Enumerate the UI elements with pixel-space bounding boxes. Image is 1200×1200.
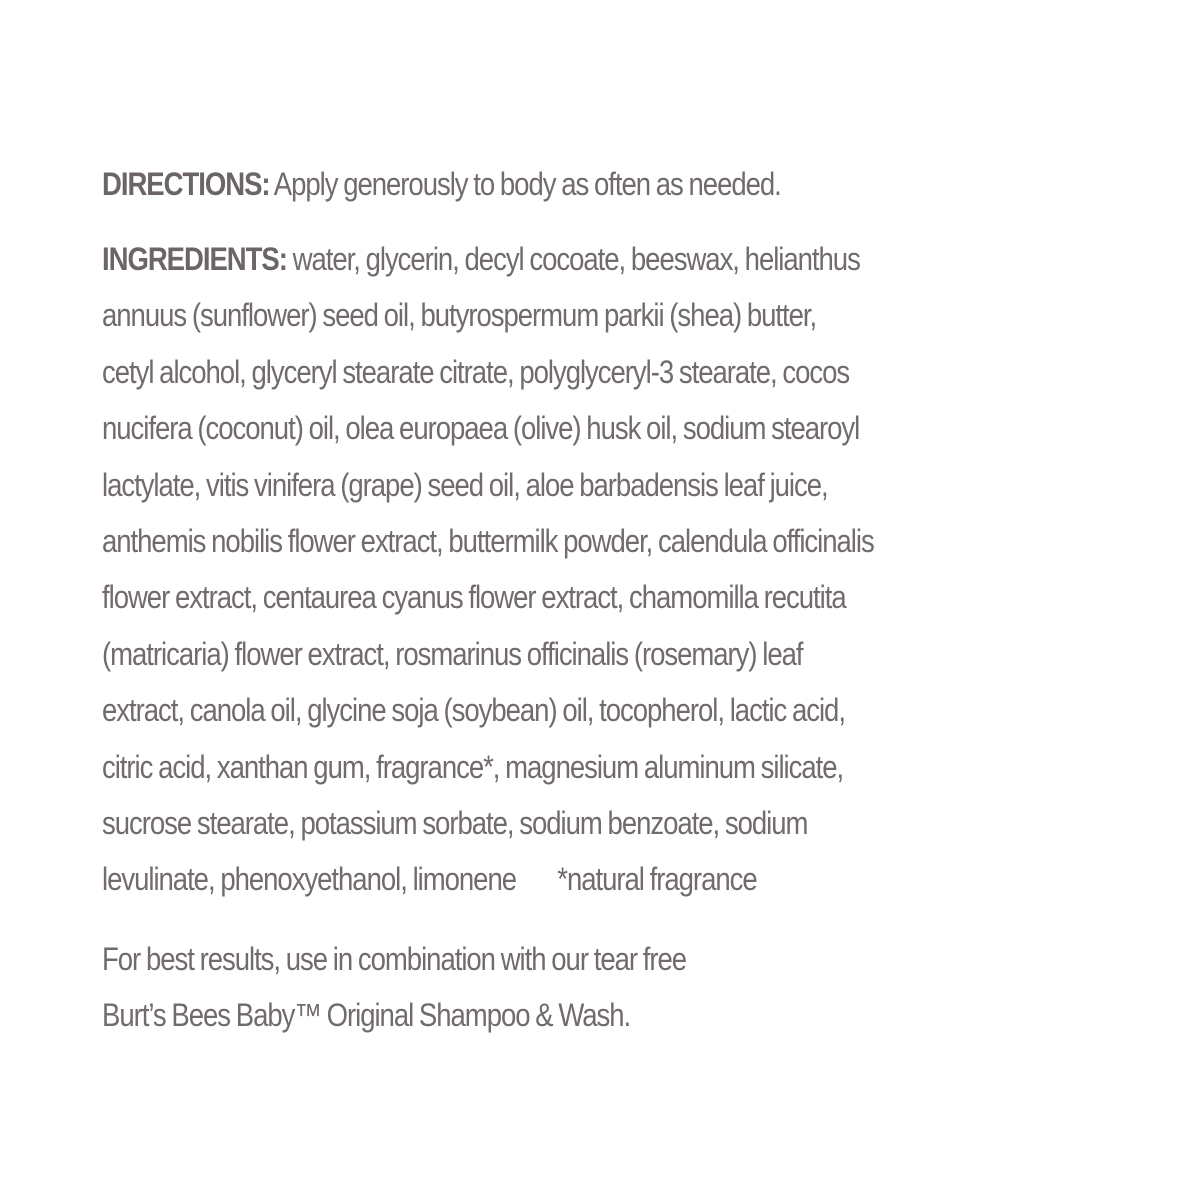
recommendation-paragraph (102, 937, 1151, 1050)
ingredients-line: (matricaria) flower extract, rosmarinus officinalis (rosemary) leaf (102, 635, 803, 672)
ingredients-line: extract, canola oil, glycine soja (soybean) oil, tocopherol, lactic acid, (102, 692, 845, 729)
ingredients-line: cetyl alcohol, glyceryl stearate citrate, polyglyceryl-3 stearate, cocos (102, 353, 850, 390)
ingredients-text: levulinate, phenoxyethanol, limonene (102, 861, 517, 898)
directions-paragraph (102, 164, 1151, 204)
ingredients-heading: INGREDIENTS: (102, 241, 287, 277)
ingredients-line: flower extract, centaurea cyanus flower extract, chamomilla recutita (102, 579, 846, 616)
ingredients-line: anthemis nobilis flower extract, buttermilk powder, calendula officinalis (102, 522, 874, 559)
ingredients-line (102, 237, 1151, 293)
directions-text: Apply generously to body as often as needed. (269, 166, 781, 202)
ingredients-line: citric acid, xanthan gum, fragrance*, magnesium aluminum silicate, (102, 748, 844, 785)
ingredients-line: nucifera (coconut) oil, olea europaea (olive) husk oil, sodium stearoyl (102, 410, 860, 447)
ingredients-text: water, glycerin, decyl cocoate, beeswax, helianthus (286, 241, 860, 277)
ingredients-line: sucrose stearate, potassium sorbate, sodium benzoate, sodium (102, 804, 808, 841)
recommendation-line: Burt’s Bees Baby™ Original Shampoo & Wash. (102, 997, 631, 1034)
ingredients-paragraph (102, 237, 1151, 914)
ingredients-line (102, 857, 1151, 913)
ingredients-line: lactylate, vitis vinifera (grape) seed oil, aloe barbadensis leaf juice, (102, 466, 828, 503)
recommendation-line: For best results, use in combination with our tear free (102, 941, 687, 977)
fragrance-footnote: *natural fragrance (557, 861, 757, 898)
directions-heading: DIRECTIONS: (102, 166, 270, 202)
ingredients-line: annuus (sunflower) seed oil, butyrospermum parkii (shea) butter, (102, 297, 817, 334)
